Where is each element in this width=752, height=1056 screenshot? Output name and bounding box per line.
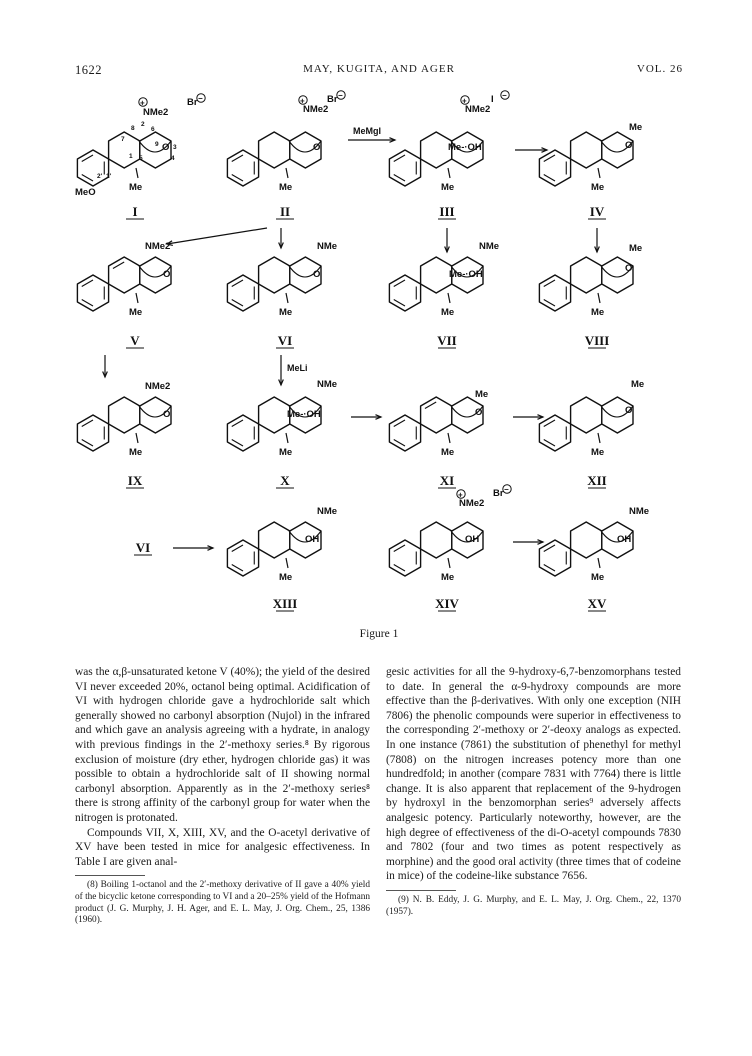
compound-label: II xyxy=(279,204,291,219)
compound-label: XII xyxy=(587,473,607,488)
footnote-8: (8) Boiling 1-octanol and the 2′-methoxy derivative of II gave a 40% yield of the bicyclic ketone corresponding to VI and a 20–25% yield of the Hofmann product (J. G. Murphy, J. H. Ager, and E. L. May, J. Org. Chem., 25, 1386 (1960). xyxy=(75,880,370,926)
ring-position-number: 3 xyxy=(173,144,177,151)
ring-position-number: 1' xyxy=(106,173,112,180)
fused-ring xyxy=(259,397,290,433)
methyl-bond xyxy=(598,433,600,443)
o-label: O xyxy=(313,269,321,280)
nme2-label: NMe2 xyxy=(303,104,329,115)
fused-ring xyxy=(571,257,602,293)
nme-label: NMe xyxy=(317,506,338,517)
running-title: MAY, KUGITA, AND AGER xyxy=(303,63,455,75)
reaction-scheme-figure xyxy=(75,88,683,628)
methyl-bond xyxy=(286,433,288,443)
plus-sign: + xyxy=(458,490,463,500)
o-label: O xyxy=(625,263,633,274)
methyl-bond xyxy=(598,293,600,303)
nme2-label: NMe2 xyxy=(145,241,171,252)
oh-label: OH xyxy=(305,534,320,545)
me-label: Me xyxy=(441,447,455,458)
me_oh-label: Me-·OH xyxy=(287,409,321,420)
o-label: O xyxy=(163,409,171,420)
me-label: Me xyxy=(591,307,605,318)
minus-sign: − xyxy=(502,91,507,100)
me-label: Me xyxy=(629,243,643,254)
fused-ring xyxy=(421,522,452,558)
nme2-label: NMe2 xyxy=(143,107,169,118)
nme-label: NMe xyxy=(317,241,338,252)
left-text-column xyxy=(75,665,370,927)
me-label: Me xyxy=(279,307,293,318)
right-text-column xyxy=(386,665,681,918)
me_oh-label: Me-·OH xyxy=(448,142,482,153)
compound-label: VIII xyxy=(584,333,610,348)
minus-sign: − xyxy=(504,485,509,494)
ring-position-number: 2 xyxy=(141,121,145,128)
me-label: Me xyxy=(591,182,605,193)
ring-position-number: 4 xyxy=(171,155,175,162)
oh-label: OH xyxy=(617,534,632,545)
reaction-scheme-svg xyxy=(75,88,683,628)
me_oh-label: Me-·OH xyxy=(449,269,483,280)
o-label: O xyxy=(162,142,170,153)
footnote-rule xyxy=(386,890,456,891)
bromide-anion: Br xyxy=(327,94,338,105)
methyl-bond xyxy=(286,168,288,178)
page-number: 1622 xyxy=(75,63,102,77)
ring-position-number: 1 xyxy=(129,153,133,160)
compound-label: VI xyxy=(277,333,293,348)
reagent-label: MeLi xyxy=(287,363,308,373)
fused-ring xyxy=(259,522,290,558)
me-label: Me xyxy=(129,447,143,458)
compound-label: IX xyxy=(127,473,143,488)
body-paragraph: Compounds VII, X, XIII, XV, and the O-acetyl derivative of XV have been tested in mice for analgesic effectiveness. In Table I are given anal- xyxy=(75,826,370,868)
bromide-anion: Br xyxy=(187,97,198,108)
methyl-bond xyxy=(598,558,600,568)
methyl-bond xyxy=(448,293,450,303)
fused-ring xyxy=(259,257,290,293)
me-label: Me xyxy=(279,572,293,583)
fused-ring xyxy=(421,257,452,293)
compound-label: VI xyxy=(135,540,151,555)
me-label: Me xyxy=(441,182,455,193)
body-paragraph: gesic activities for all the 9-hydroxy-6,7-benzomorphans tested to date. In general the α-9-hydroxy compounds are more effective than the β-derivatives. With only one exception (NIH 7806) the phenolic compounds were superior in effectiveness to the corresponding 2′-methoxy or 2′-deoxy analogs as expected. In one instance (7861) the substitution of phenethyl for methyl (7808) on the nitrogen increases potency more than one hundredfold; in another (compare 7831 with 7764) there is little change. It is also apparent that replacement of the 9-hydrogen by hydroxyl in the benzomorphan series⁹ adversely affects analgesic potency. Particularly noteworthy, however, are the high degree of effectiveness of the di-O-acetyl compounds 7830 and 7802 (four and two times as potent respectively as morphine) and the good oral activity (three times that of codeine in mice) of the codeine-like substance 7656. xyxy=(386,666,681,883)
nme2-label: NMe2 xyxy=(465,104,491,115)
fused-ring xyxy=(109,397,140,433)
me-label: Me xyxy=(475,389,489,400)
reaction-arrow xyxy=(167,228,267,244)
ring-position-number: 9 xyxy=(155,141,159,148)
compound-label: XIII xyxy=(272,596,298,611)
minus-sign: − xyxy=(198,94,203,103)
iodide-anion: I xyxy=(491,94,494,105)
me-label: Me xyxy=(129,307,143,318)
minus-sign: − xyxy=(338,91,343,100)
compound-label: V xyxy=(130,333,140,348)
o-label: O xyxy=(163,269,171,280)
fused-ring xyxy=(571,522,602,558)
compound-label: I xyxy=(132,204,138,219)
compound-label: XV xyxy=(587,596,607,611)
nme-label: NMe xyxy=(317,379,338,390)
footnote-rule xyxy=(75,875,145,876)
oh-label: OH xyxy=(465,534,480,545)
volume-label: VOL. 26 xyxy=(636,63,683,75)
methyl-bond xyxy=(136,433,138,443)
me-label: Me xyxy=(629,122,643,133)
fused-ring xyxy=(571,132,602,168)
me-label: Me xyxy=(441,307,455,318)
nme2-label: NMe2 xyxy=(459,498,485,509)
compound-label: XIV xyxy=(435,596,459,611)
footnote-9: (9) N. B. Eddy, J. G. Murphy, and E. L. May, J. Org. Chem., 22, 1370 (1957). xyxy=(386,894,681,917)
bromide-anion: Br xyxy=(493,488,504,499)
me-label: Me xyxy=(591,572,605,583)
page-header xyxy=(75,63,683,79)
methyl-bond xyxy=(448,433,450,443)
plus-sign: + xyxy=(462,96,467,106)
methyl-bond xyxy=(598,168,600,178)
methyl-bond xyxy=(136,168,138,178)
me-label: Me xyxy=(279,447,293,458)
body-paragraph: was the α,β-unsaturated ketone V (40%); the yield of the desired VI never exceeded 20%, octanol being optimal. Acidification of VI with hydrogen chloride gave a hydrochloride salt which generally showed no carbonyl absorption (Nujol) in the infrared and which gave an analysis agreeing with a hydrate, in analogy with previous findings in the 2′-methoxy series.⁸ By rigorous exclusion of moisture (dry ether, hydrogen chloride gas) it was possible to obtain a hydrochloride salt of II showing normal carbonyl absorption. Apparently as in the 2′-methoxy series⁸ there is strong affinity of the carbonyl group for water when the nitrogen is protonated. xyxy=(75,666,370,824)
nme-label: NMe xyxy=(479,241,500,252)
nme-label: NMe xyxy=(629,506,650,517)
me-label: Me xyxy=(631,379,645,390)
figure-caption: Figure 1 xyxy=(359,628,399,640)
methyl-bond xyxy=(448,558,450,568)
ring-position-number: 8 xyxy=(131,125,135,132)
compound-label: VII xyxy=(437,333,457,348)
methyl-bond xyxy=(448,168,450,178)
plus-sign: + xyxy=(300,96,305,106)
me-label: Me xyxy=(279,182,293,193)
compound-label: X xyxy=(280,473,290,488)
ring-position-number: 7 xyxy=(121,136,125,143)
me-label: Me xyxy=(591,447,605,458)
me-label: Me xyxy=(441,572,455,583)
fused-ring xyxy=(259,132,290,168)
methyl-bond xyxy=(136,293,138,303)
ring-position-number: 5 xyxy=(139,155,143,162)
ring-position-number: 2' xyxy=(97,173,103,180)
nme2-label: NMe2 xyxy=(145,381,171,392)
compound-label: IV xyxy=(589,204,605,219)
me-label: Me xyxy=(129,182,143,193)
o-label: O xyxy=(625,140,633,151)
compound-label: XI xyxy=(439,473,455,488)
fused-ring xyxy=(571,397,602,433)
o-label: O xyxy=(475,407,483,418)
plus-sign: + xyxy=(140,98,145,108)
compound-label: III xyxy=(439,204,455,219)
meo-label: MeO xyxy=(75,187,96,198)
reagent-label: MeMgI xyxy=(353,126,381,136)
o-label: O xyxy=(625,405,633,416)
methyl-bond xyxy=(286,558,288,568)
methyl-bond xyxy=(286,293,288,303)
ring-position-number: 6 xyxy=(151,126,155,133)
o-label: O xyxy=(313,142,321,153)
